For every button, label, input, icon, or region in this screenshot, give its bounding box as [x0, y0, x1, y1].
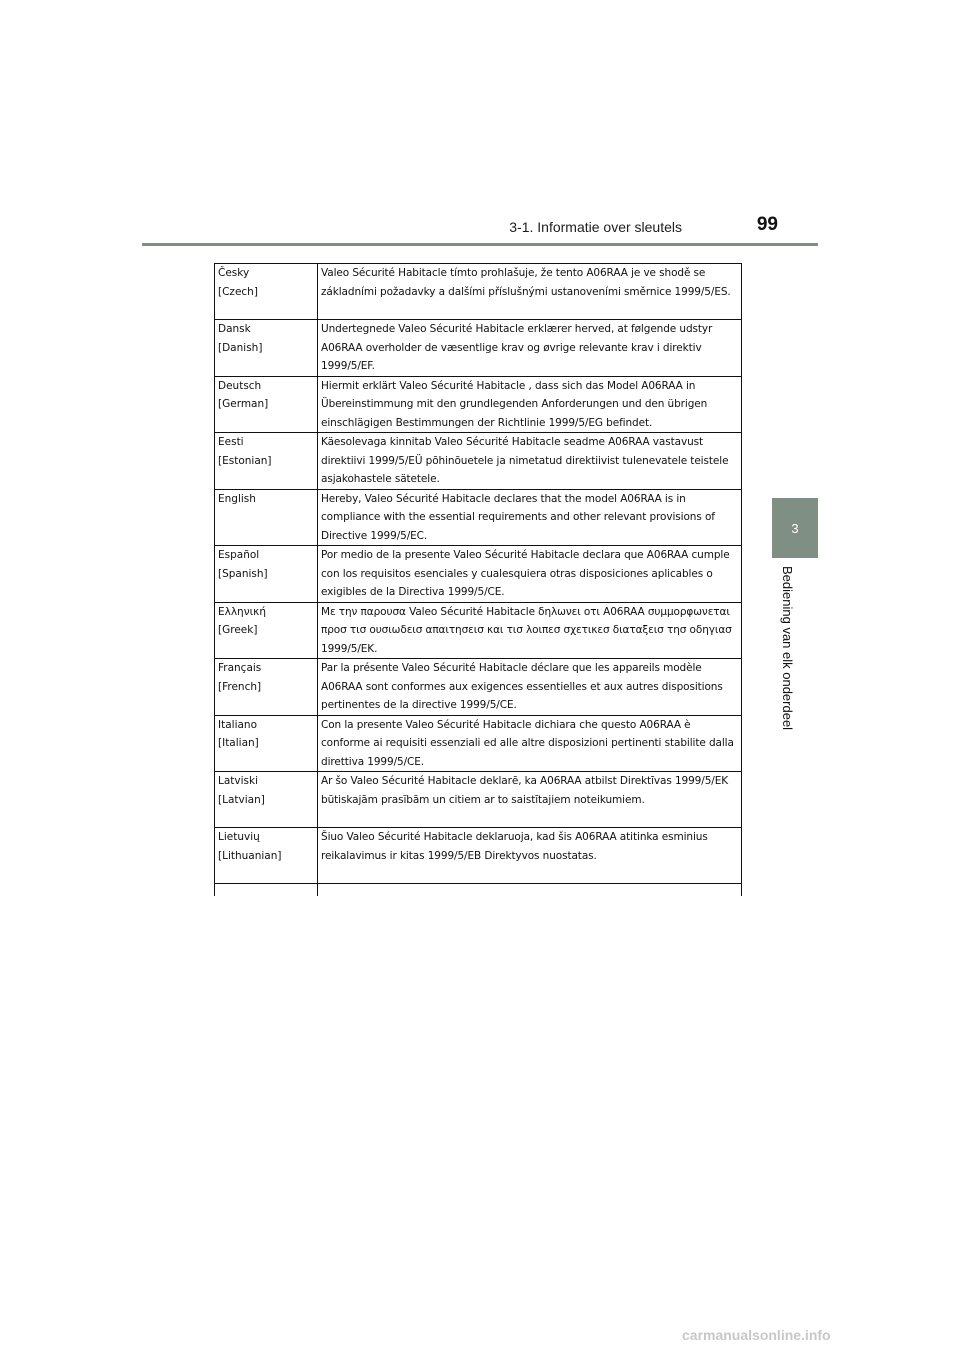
declaration-table — [214, 263, 742, 896]
declaration-table-body — [215, 264, 742, 897]
declaration-text-cell — [318, 659, 742, 716]
declaration-row — [215, 320, 742, 377]
language-name: Français — [218, 662, 262, 674]
language-cell — [215, 546, 318, 603]
declaration-text: Por medio de la presente Valeo Sécurité Habitacle declara que A06RAA cumple con los requisitos esenciales y cualesquiera otras disposiciones aplicables o exigibles de la Directiva 1999/5/CE. — [321, 549, 730, 598]
header-rule — [142, 243, 818, 246]
declaration-text-cell — [318, 715, 742, 772]
language-code: [German] — [218, 398, 269, 410]
chapter-number: 3 — [791, 520, 799, 536]
language-cell — [215, 433, 318, 490]
declaration-text: Hereby, Valeo Sécurité Habitacle declares that the model A06RAA is in compliance with the essential requirements and other relevant provisions of Directive 1999/5/EC. — [321, 492, 715, 542]
declaration-row — [215, 715, 742, 772]
chapter-label: Bediening van elk onderdeel — [780, 566, 795, 731]
language-code: [Lithuanian] — [218, 849, 282, 862]
language-cell — [215, 659, 318, 716]
language-cell — [215, 489, 318, 546]
declaration-text-cell — [318, 772, 742, 828]
declaration-text: Valeo Sécurité Habitacle tímto prohlašuje, že tento A06RAA je ve shodě se základními požadavky a dalšími příslušnými ustanoveními směrnice 1999/5/ES. — [321, 267, 731, 298]
declaration-text-cell — [318, 602, 742, 659]
language-name: Latviski — [218, 775, 259, 787]
declaration-text: Undertegnede Valeo Sécurité Habitacle erklærer herved, at følgende udstyr A06RAA overholder de væsentlige krav og øvrige relevante krav i direktiv 1999/5/EF. — [321, 323, 713, 372]
language-name: Ελληνική — [218, 605, 266, 618]
declaration-text-cell — [318, 546, 742, 603]
declaration-text-cell — [318, 489, 742, 546]
declaration-row — [215, 376, 742, 433]
declaration-row — [215, 433, 742, 490]
language-name: Eesti — [218, 436, 244, 448]
declaration-row — [215, 659, 742, 716]
language-code: [Greek] — [218, 624, 258, 636]
declaration-text: Con la presente Valeo Sécurité Habitacle dichiara che questo A06RAA è conforme ai requisiti essenziali ed alle altre disposizioni pertinenti stabilite dalla direttiva 1999/5/CE. — [321, 718, 734, 768]
language-name: Español — [218, 549, 260, 561]
declaration-text: Par la présente Valeo Sécurité Habitacle déclare que les appareils modèle A06RAA sont conformes aux exigences essentielles et aux autres dispositions pertinentes de la directive 1999/5/CE. — [321, 662, 723, 711]
declaration-row — [215, 264, 742, 320]
language-cell — [215, 772, 318, 828]
declaration-text: Hiermit erklärt Valeo Sécurité Habitacle , dass sich das Model A06RAA in Übereinstimmung mit den grundlegenden Anforderungen und den übrigen einschlägigen Bestimmungen der Richtlinie 1999/5/EG befindet. — [321, 379, 708, 429]
declaration-row — [215, 828, 742, 884]
language-code: [Latvian] — [218, 793, 265, 806]
language-code: [Italian] — [218, 737, 259, 749]
language-name: Česky — [218, 267, 250, 279]
declaration-row — [215, 546, 742, 603]
language-name: Deutsch — [218, 379, 262, 392]
language-cell — [215, 828, 318, 884]
language-code: [Czech] — [218, 285, 258, 298]
declaration-text-cell — [318, 320, 742, 377]
continuation-cell — [215, 884, 318, 897]
chapter-tab — [772, 498, 818, 558]
language-cell — [215, 715, 318, 772]
language-name: Lietuvių — [218, 831, 260, 843]
language-name: Italiano — [218, 718, 257, 731]
declaration-row — [215, 772, 742, 828]
page-number: 99 — [756, 214, 778, 235]
language-code: [Estonian] — [218, 454, 272, 467]
language-code: [Danish] — [218, 341, 263, 354]
declaration-text: Käesolevaga kinnitab Valeo Sécurité Habitacle seadme A06RAA vastavust direktiivi 1999/5/EÜ põhinõuetele ja nimetatud direktiivist tulenevatele teistele asjakohastele sätetele. — [321, 436, 729, 485]
table-continuation-row — [215, 884, 742, 897]
declaration-text-cell — [318, 264, 742, 320]
declaration-text: Με την παρουσα Valeo Sécurité Habitacle δηλωνει οτι A06RAA συμμορφωνεται προσ τισ ουσιωδεισ απαιτησεισ και τισ λοιπεσ σχετικεσ διαταξεισ τησ οδηγιασ 1999/5/ΕΚ. — [321, 605, 732, 655]
declaration-text-cell — [318, 376, 742, 433]
declaration-text: Šiuo Valeo Sécurité Habitacle deklaruoja, kad šis A06RAA atitinka esminius reikalavimus ir kitas 1999/5/EB Direktyvos nuostatas. — [321, 831, 708, 862]
declaration-text-cell — [318, 828, 742, 884]
language-cell — [215, 320, 318, 377]
language-name: Dansk — [218, 323, 251, 335]
language-code: [French] — [218, 680, 262, 693]
continuation-cell — [318, 884, 742, 897]
declaration-row — [215, 602, 742, 659]
language-cell — [215, 264, 318, 320]
section-title: 3-1. Informatie over sleutels — [509, 219, 682, 235]
language-code: [Spanish] — [218, 567, 268, 580]
language-name: English — [218, 492, 256, 505]
language-cell — [215, 602, 318, 659]
declaration-text-cell — [318, 433, 742, 490]
declaration-row — [215, 489, 742, 546]
watermark: carmanualsonline.info — [682, 1327, 831, 1343]
declaration-text: Ar šo Valeo Sécurité Habitacle deklarē, ka A06RAA atbilst Direktīvas 1999/5/EK būtiskajām prasībām un citiem ar to saistītajiem noteikumiem. — [321, 775, 729, 806]
language-cell — [215, 376, 318, 433]
